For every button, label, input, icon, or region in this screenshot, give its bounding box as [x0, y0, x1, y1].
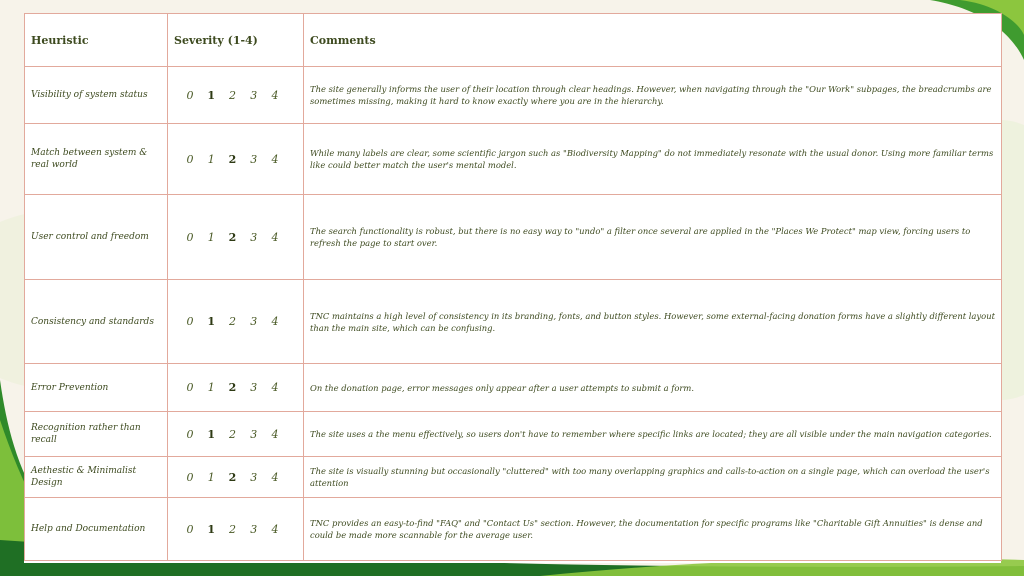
heuristic-evaluation-table — [24, 13, 1002, 561]
severity-option-3: 3 — [250, 315, 258, 328]
severity-option-2: 2 — [229, 522, 236, 536]
severity-scale — [174, 153, 297, 166]
severity-option-0: 0 — [186, 88, 194, 102]
heuristic-cell: Error Prevention — [25, 364, 168, 412]
severity-option-4: 4 — [271, 522, 279, 536]
severity-cell — [168, 364, 304, 412]
severity-option-4: 4 — [271, 230, 279, 244]
header-comments: Comments — [304, 14, 1002, 67]
comment-cell: The site generally informs the user of their location through clear headings. However, when navigating through the "Our Work" subpages, the breadcrumbs are sometimes missing, making it hard to know exactly where you are in the hierarchy. — [304, 67, 1002, 124]
table-row — [25, 364, 1002, 412]
severity-scale — [174, 231, 297, 244]
severity-option-4: 4 — [271, 315, 279, 328]
severity-option-3: 3 — [250, 88, 258, 102]
severity-option-2: 2 — [228, 470, 237, 484]
severity-option-1: 1 — [207, 381, 215, 394]
header-heuristic: Heuristic — [25, 14, 168, 67]
severity-cell — [168, 124, 304, 195]
heuristic-cell: Help and Documentation — [25, 498, 168, 561]
severity-scale — [174, 315, 297, 328]
severity-option-0: 0 — [186, 470, 194, 484]
heuristic-cell: Aethestic & Minimalist Design — [25, 457, 168, 498]
severity-option-1: 1 — [207, 427, 216, 441]
severity-scale — [174, 89, 297, 102]
severity-option-2: 2 — [228, 152, 237, 166]
severity-cell — [168, 67, 304, 124]
table-row — [25, 124, 1002, 195]
severity-option-3: 3 — [250, 381, 258, 394]
severity-option-0: 0 — [186, 315, 194, 328]
table-row — [25, 412, 1002, 457]
table-row — [25, 280, 1002, 364]
comment-cell: TNC maintains a high level of consistency in its branding, fonts, and button styles. However, some external-facing donation forms have a slightly different layout than the main site, which can be confusing. — [304, 280, 1002, 364]
severity-cell — [168, 195, 304, 280]
severity-option-3: 3 — [250, 152, 258, 166]
table-header-row — [25, 14, 1002, 67]
severity-option-2: 2 — [229, 427, 236, 441]
severity-scale — [174, 428, 297, 441]
severity-option-4: 4 — [271, 152, 279, 166]
comment-cell: On the donation page, error messages only appear after a user attempts to submit a form. — [304, 364, 1002, 412]
severity-option-2: 2 — [229, 315, 236, 328]
heuristic-cell: Recognition rather than recall — [25, 412, 168, 457]
comment-cell: The search functionality is robust, but there is no easy way to "undo" a filter once several are applied in the "Places We Protect" map view, forcing users to refresh the page to start over. — [304, 195, 1002, 280]
severity-option-0: 0 — [186, 381, 194, 394]
severity-option-2: 2 — [229, 88, 236, 102]
severity-option-3: 3 — [250, 470, 258, 484]
severity-option-4: 4 — [271, 470, 279, 484]
severity-option-4: 4 — [271, 427, 279, 441]
severity-option-1: 1 — [207, 470, 215, 484]
severity-option-4: 4 — [271, 88, 279, 102]
severity-cell — [168, 457, 304, 498]
heuristic-cell: User control and freedom — [25, 195, 168, 280]
comment-cell: The site is visually stunning but occasionally "cluttered" with too many overlapping graphics and calls-to-action on a single page, which can overload the user's attention — [304, 457, 1002, 498]
severity-option-3: 3 — [250, 522, 258, 536]
severity-cell — [168, 280, 304, 364]
comment-cell: TNC provides an easy-to-find "FAQ" and "Contact Us" section. However, the documentation for specific programs like "Charitable Gift Annuities" is dense and could be made more scannable for the average user. — [304, 498, 1002, 561]
severity-option-3: 3 — [250, 427, 258, 441]
table-row — [25, 457, 1002, 498]
heuristic-cell: Consistency and standards — [25, 280, 168, 364]
heuristic-cell: Match between system & real world — [25, 124, 168, 195]
severity-option-0: 0 — [186, 152, 194, 166]
severity-option-1: 1 — [207, 315, 216, 328]
comment-cell: The site uses a the menu effectively, so users don't have to remember where specific links are located; they are all visible under the main navigation categories. — [304, 412, 1002, 457]
severity-cell — [168, 498, 304, 561]
severity-scale — [174, 523, 297, 536]
comment-cell: While many labels are clear, some scientific jargon such as "Biodiversity Mapping" do not immediately resonate with the usual donor. Using more familiar terms like could better match the user's mental model. — [304, 124, 1002, 195]
table-row — [25, 67, 1002, 124]
severity-scale — [174, 471, 297, 484]
severity-option-1: 1 — [207, 522, 216, 536]
header-severity: Severity (1-4) — [168, 14, 304, 67]
table-row — [25, 498, 1002, 561]
severity-option-3: 3 — [250, 230, 258, 244]
severity-option-1: 1 — [207, 230, 215, 244]
severity-option-0: 0 — [186, 427, 194, 441]
heuristic-cell: Visibility of system status — [25, 67, 168, 124]
heuristic-evaluation-table-card — [24, 13, 1001, 563]
severity-option-0: 0 — [186, 522, 194, 536]
severity-option-1: 1 — [207, 152, 215, 166]
severity-option-0: 0 — [186, 230, 194, 244]
severity-option-2: 2 — [228, 230, 237, 244]
severity-cell — [168, 412, 304, 457]
severity-option-4: 4 — [271, 381, 279, 394]
table-row — [25, 195, 1002, 280]
severity-scale — [174, 381, 297, 394]
severity-option-2: 2 — [228, 381, 237, 394]
severity-option-1: 1 — [207, 88, 216, 102]
